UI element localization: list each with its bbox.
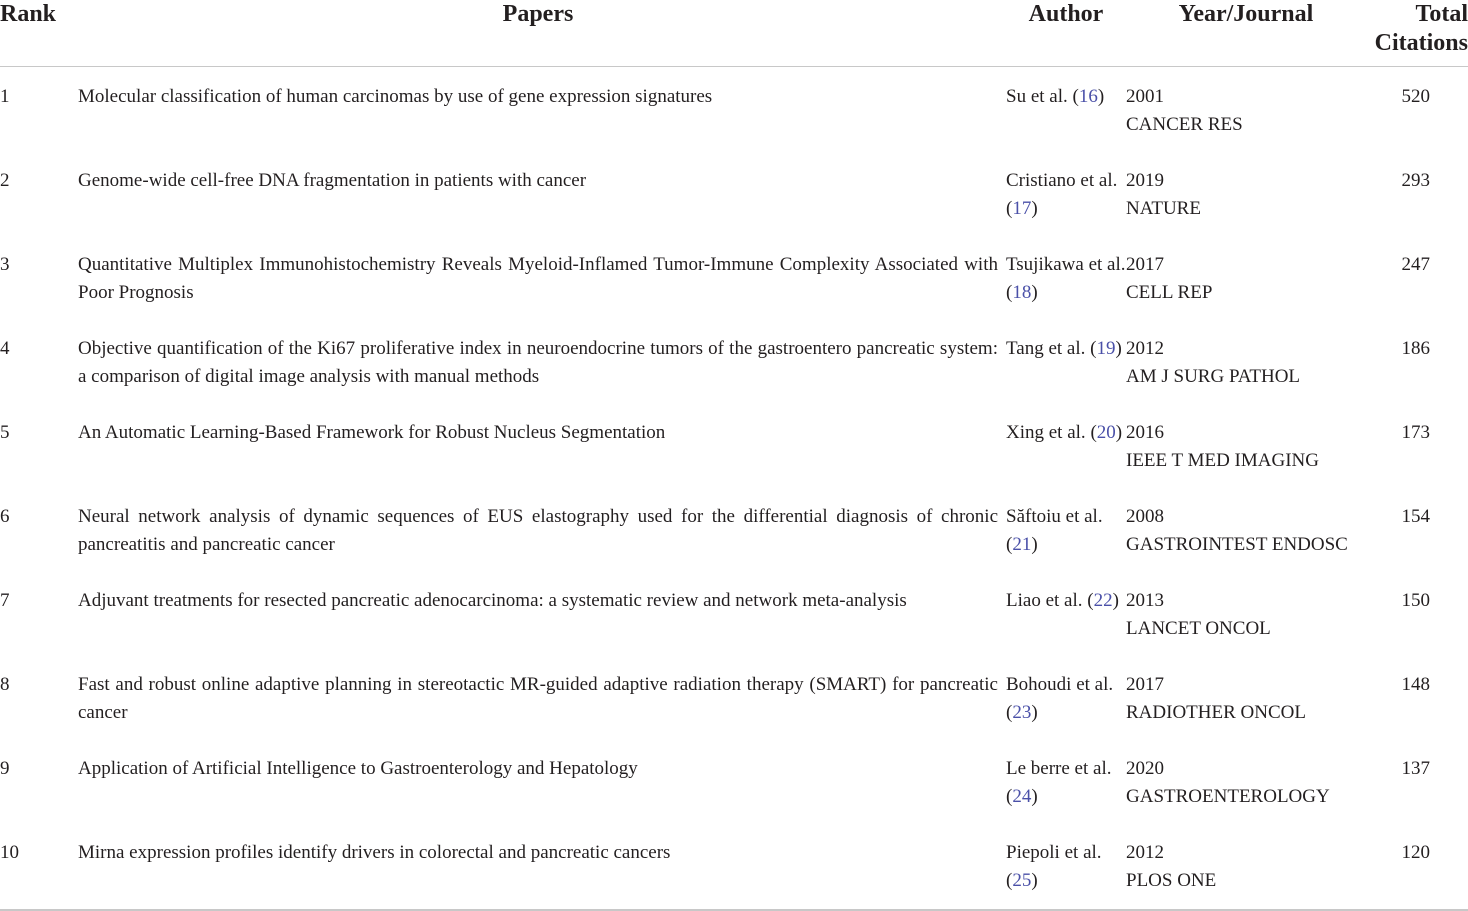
row-year-journal bbox=[1126, 569, 1366, 653]
row-author-name: Liao et al. bbox=[1006, 590, 1083, 611]
row-year-journal bbox=[1126, 653, 1366, 737]
table-row bbox=[0, 149, 1468, 233]
table-row bbox=[0, 821, 1468, 910]
row-year: 2013 bbox=[1126, 590, 1164, 611]
row-journal: GASTROENTEROLOGY bbox=[1126, 786, 1330, 807]
row-year: 2017 bbox=[1126, 254, 1164, 275]
row-journal: CANCER RES bbox=[1126, 114, 1243, 135]
row-author-name: Tsujikawa bbox=[1006, 254, 1084, 275]
row-author: Bohoudi et al. (23) bbox=[1006, 674, 1114, 723]
row-journal: RADIOTHER ONCOL bbox=[1126, 702, 1306, 723]
row-reference-link[interactable]: 23 bbox=[1012, 702, 1032, 723]
row-paper-title: Genome-wide cell-free DNA fragmentation in patients with cancer bbox=[78, 170, 587, 191]
row-reference-link[interactable]: 17 bbox=[1012, 198, 1032, 219]
row-rank: 5 bbox=[0, 422, 10, 443]
row-journal: LANCET ONCOL bbox=[1126, 618, 1271, 639]
header-row bbox=[0, 0, 1468, 67]
row-author: Săftoiu et al. (21) bbox=[1006, 506, 1103, 555]
row-paper-title: Adjuvant treatments for resected pancreatic adenocarcinoma: a systematic review and network meta-analysis bbox=[78, 590, 907, 611]
row-reference-link[interactable]: 18 bbox=[1012, 282, 1032, 303]
row-citations: 173 bbox=[1401, 422, 1430, 443]
row-author-name: Bohoudi et bbox=[1006, 674, 1090, 695]
row-year-journal bbox=[1126, 317, 1366, 401]
row-author: Xing et al. (20) bbox=[1006, 422, 1123, 443]
row-author-name: Cristiano bbox=[1006, 170, 1076, 191]
row-paper-title: Objective quantification of the Ki67 proliferative index in neuroendocrine tumors of the gastroentero pancreatic system: a comparison of digital image analysis with manual methods bbox=[78, 338, 998, 387]
row-reference-link[interactable]: 19 bbox=[1096, 338, 1116, 359]
row-journal: CELL REP bbox=[1126, 282, 1213, 303]
row-journal: NATURE bbox=[1126, 198, 1201, 219]
row-author-etal: al. bbox=[1084, 506, 1103, 527]
row-citations: 247 bbox=[1401, 254, 1430, 275]
row-journal: AM J SURG PATHOL bbox=[1126, 366, 1301, 387]
row-reference-link[interactable]: 24 bbox=[1012, 786, 1032, 807]
row-rank: 3 bbox=[0, 254, 10, 275]
row-paper-title: An Automatic Learning-Based Framework for Robust Nucleus Segmentation bbox=[78, 422, 666, 443]
row-reference-link[interactable]: 20 bbox=[1096, 422, 1116, 443]
header-total-citations bbox=[1366, 0, 1468, 67]
row-journal: IEEE T MED IMAGING bbox=[1126, 450, 1319, 471]
row-author: Tang et al. (19) bbox=[1006, 338, 1122, 359]
row-paper-title: Mirna expression profiles identify drivers in colorectal and pancreatic cancers bbox=[78, 821, 1006, 910]
row-rank: 8 bbox=[0, 674, 10, 695]
row-rank: 4 bbox=[0, 338, 10, 359]
row-author-etal: al. bbox=[1093, 758, 1112, 779]
row-paper-title: Neural network analysis of dynamic sequences of EUS elastography used for the differential diagnosis of chronic pancreatitis and pancreatic cancer bbox=[78, 506, 998, 555]
table-body bbox=[0, 67, 1468, 911]
table-row bbox=[0, 67, 1468, 150]
row-year: 2020 bbox=[1126, 758, 1164, 779]
row-citations: 137 bbox=[1401, 758, 1430, 779]
header-total-citations-line2: Citations bbox=[1374, 30, 1468, 56]
row-author-etal: et al. bbox=[1088, 254, 1126, 275]
row-citations: 150 bbox=[1401, 590, 1430, 611]
row-author-name: Tang et al. bbox=[1006, 338, 1086, 359]
row-citations: 520 bbox=[1401, 86, 1430, 107]
row-reference-link[interactable]: 22 bbox=[1093, 590, 1113, 611]
row-author-etal: al. bbox=[1094, 674, 1114, 695]
row-rank: 1 bbox=[0, 86, 10, 107]
header-total-citations-line1: Total bbox=[1415, 1, 1468, 27]
row-author: Cristiano et al. (17) bbox=[1006, 170, 1118, 219]
row-paper-title: Quantitative Multiplex Immunohistochemistry Reveals Myeloid-Inflamed Tumor-Immune Complexity Associated with Poor Prognosis bbox=[78, 254, 998, 303]
row-citations: 186 bbox=[1401, 338, 1430, 359]
row-author: Liao et al. (22) bbox=[1006, 590, 1119, 611]
table-row bbox=[0, 317, 1468, 401]
row-citations: 293 bbox=[1401, 170, 1430, 191]
table-row bbox=[0, 737, 1468, 821]
row-author: Su et al. (16) bbox=[1006, 86, 1105, 107]
row-author-etal: al. bbox=[1083, 842, 1102, 863]
row-citations: 154 bbox=[1401, 506, 1430, 527]
row-reference-link[interactable]: 21 bbox=[1012, 534, 1032, 555]
table-row bbox=[0, 401, 1468, 485]
table-row bbox=[0, 653, 1468, 737]
row-rank: 2 bbox=[0, 170, 10, 191]
row-author-name: Piepoli et bbox=[1006, 842, 1079, 863]
row-year: 2016 bbox=[1126, 422, 1164, 443]
row-journal: PLOS ONE bbox=[1126, 870, 1217, 891]
row-year-journal bbox=[1126, 401, 1366, 485]
row-author-name: Le berre et bbox=[1006, 758, 1089, 779]
row-year-journal bbox=[1126, 149, 1366, 233]
row-paper-title: Molecular classification of human carcinomas by use of gene expression signatures bbox=[78, 86, 713, 107]
row-author-etal: et al. bbox=[1080, 170, 1118, 191]
row-rank: 6 bbox=[0, 506, 10, 527]
row-reference-link[interactable]: 16 bbox=[1078, 86, 1098, 107]
table-row bbox=[0, 485, 1468, 569]
row-author: Tsujikawa et al. (18) bbox=[1006, 254, 1126, 303]
row-rank: 9 bbox=[0, 758, 10, 779]
row-year-journal bbox=[1126, 821, 1366, 910]
row-year-journal bbox=[1126, 67, 1366, 150]
row-citations: 148 bbox=[1401, 674, 1430, 695]
row-author-name: Xing et al. bbox=[1006, 422, 1086, 443]
header-rank: Rank bbox=[0, 0, 78, 67]
row-year-journal bbox=[1126, 233, 1366, 317]
row-year: 2012 bbox=[1126, 842, 1164, 863]
row-citations: 120 bbox=[1366, 821, 1468, 910]
row-paper-title: Fast and robust online adaptive planning in stereotactic MR-guided adaptive radiation therapy (SMART) for pancreatic cancer bbox=[78, 674, 998, 723]
header-author: Author bbox=[1006, 0, 1126, 67]
row-journal: GASTROINTEST ENDOSC bbox=[1126, 534, 1348, 555]
row-year: 2008 bbox=[1126, 506, 1164, 527]
table-row bbox=[0, 233, 1468, 317]
row-year: 2017 bbox=[1126, 674, 1164, 695]
row-author: Le berre et al. (24) bbox=[1006, 758, 1112, 807]
row-rank: 7 bbox=[0, 590, 10, 611]
row-year: 2001 bbox=[1126, 86, 1164, 107]
row-author-name: Săftoiu et bbox=[1006, 506, 1080, 527]
row-rank: 10 bbox=[0, 821, 78, 910]
row-author: Piepoli et al. (25) bbox=[1006, 821, 1126, 910]
row-year-journal bbox=[1126, 485, 1366, 569]
row-paper-title: Application of Artificial Intelligence to Gastroenterology and Hepatology bbox=[78, 758, 638, 779]
row-reference-link[interactable]: 25 bbox=[1012, 870, 1032, 891]
row-year-journal bbox=[1126, 737, 1366, 821]
header-year-journal: Year/Journal bbox=[1126, 0, 1366, 67]
row-year: 2019 bbox=[1126, 170, 1164, 191]
row-year: 2012 bbox=[1126, 338, 1164, 359]
header-papers: Papers bbox=[78, 0, 1006, 67]
table-row bbox=[0, 569, 1468, 653]
row-author-name: Su et al. bbox=[1006, 86, 1068, 107]
